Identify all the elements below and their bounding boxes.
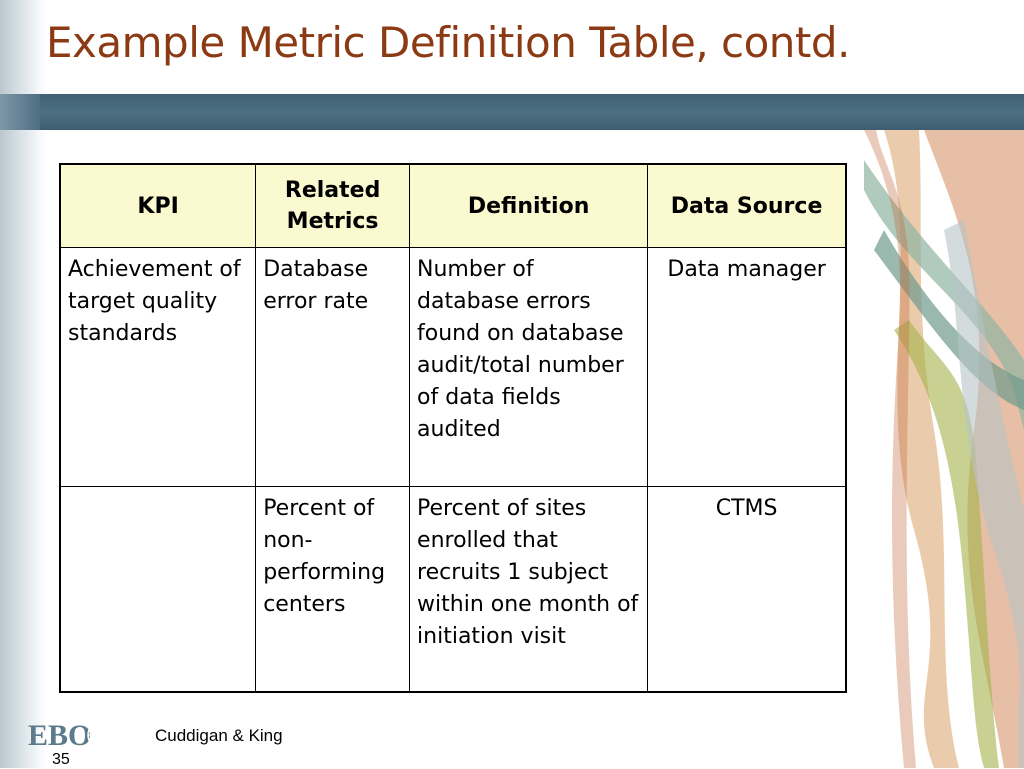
slide-title: Example Metric Definition Table, contd. <box>46 18 850 67</box>
table-row <box>60 487 846 693</box>
header-kpi: KPI <box>60 164 256 248</box>
decorative-ribbons-image <box>864 130 1024 768</box>
cell-data-source: CTMS <box>648 487 846 693</box>
table-row <box>60 248 846 487</box>
header-definition: Definition <box>410 164 648 248</box>
logo-text: EBO <box>28 719 92 752</box>
cell-related-metrics: Database error rate <box>256 248 410 487</box>
cell-definition: Percent of sites enrolled that recruits 1 subject within one month of initiation visit <box>410 487 648 693</box>
header-data-source: Data Source <box>648 164 846 248</box>
header-related-metrics: Related Metrics <box>256 164 410 248</box>
cell-related-metrics: Percent of non-performing centers <box>256 487 410 693</box>
cell-kpi <box>60 487 256 693</box>
ebo-logo <box>28 716 120 752</box>
footer-author: Cuddigan & King <box>155 726 283 745</box>
table-header-row <box>60 164 846 248</box>
metric-definition-table <box>59 163 847 693</box>
cell-kpi: Achievement of target quality standards <box>60 248 256 487</box>
cell-data-source: Data manager <box>648 248 846 487</box>
slide-number: 35 <box>52 751 70 768</box>
title-bar <box>0 94 1024 130</box>
cell-definition: Number of database errors found on database audit/total number of data fields audited <box>410 248 648 487</box>
